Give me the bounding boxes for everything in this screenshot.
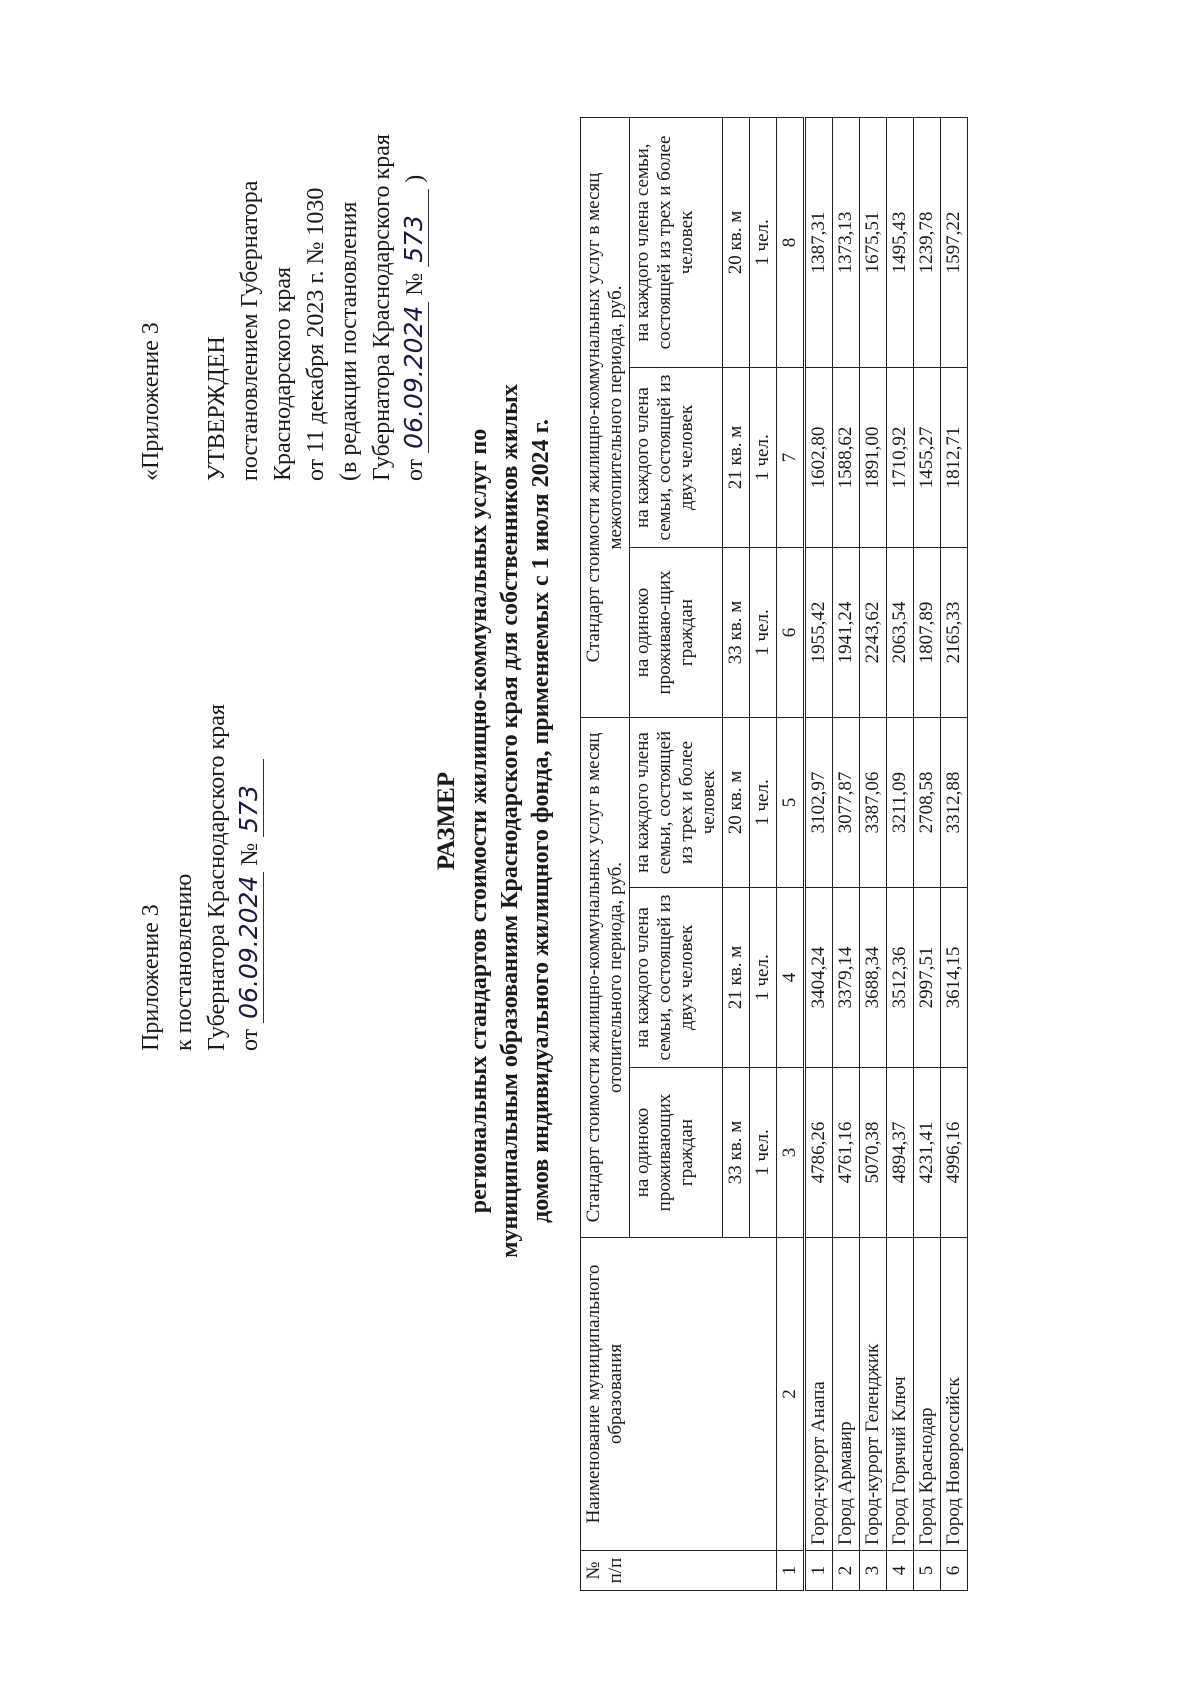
title-line: региональных стандартов стоимости жилищно-коммунальных услуг по — [466, 428, 492, 1214]
column-number-row — [777, 117, 805, 1590]
row-number: 3 — [860, 1551, 887, 1591]
date-prefix: от — [402, 458, 428, 481]
value-cell: 1710,92 — [887, 368, 914, 548]
persons-cell: 1 чел. — [750, 368, 777, 548]
column-number: 8 — [777, 117, 805, 367]
header-three-nonheating: на каждого члена семьи, состоящей из трех и более человек — [630, 117, 723, 367]
value-cell: 1588,62 — [833, 368, 860, 548]
column-number: 5 — [777, 718, 805, 888]
value-cell: 2243,62 — [860, 548, 887, 718]
value-cell: 3211,09 — [887, 718, 914, 888]
date-prefix: от — [237, 1028, 263, 1051]
row-number: 2 — [833, 1551, 860, 1591]
handwritten-number: 573 — [400, 189, 429, 267]
handwritten-date: 06.09.2024 — [400, 302, 429, 453]
value-cell: 1955,42 — [805, 548, 833, 718]
municipality-name: Город Армавир — [833, 1238, 860, 1551]
value-cell: 3387,06 — [860, 718, 887, 888]
row-number: 6 — [941, 1551, 968, 1591]
value-cell: 3512,36 — [887, 888, 914, 1068]
header-municipality: Наименование муниципального образования — [581, 1238, 777, 1551]
value-cell: 2063,54 — [887, 548, 914, 718]
header-single-nonheating: на одиноко проживаю-щих граждан — [630, 548, 723, 718]
spacer — [168, 134, 201, 481]
value-cell: 3312,88 — [941, 718, 968, 888]
persons-cell: 1 чел. — [750, 888, 777, 1068]
persons-cell: 1 чел. — [750, 1068, 777, 1238]
area-cell: 21 кв. м — [723, 888, 750, 1068]
approval-line: от 11 декабря 2023 г. № 1030 — [303, 187, 329, 481]
table-row — [887, 117, 914, 1590]
value-cell: 3688,34 — [860, 888, 887, 1068]
title-line: муниципальным образованиям Краснодарского края для собственников жилых — [497, 384, 523, 1258]
header-nonheating-period: Стандарт стоимости жилищно-коммунальных услуг в месяц межотопительного периода, руб. — [581, 117, 630, 717]
row-number: 1 — [805, 1551, 833, 1591]
column-number: 2 — [777, 1238, 805, 1551]
value-cell: 1812,71 — [941, 368, 968, 548]
value-cell: 3077,87 — [833, 718, 860, 888]
value-cell: 3404,24 — [805, 888, 833, 1068]
column-number: 3 — [777, 1068, 805, 1238]
approval-line: постановлением Губернатора — [237, 180, 263, 481]
value-cell: 1387,31 — [805, 117, 833, 367]
title-line: домов индивидуального жилищного фонда, применяемых с 1 июля 2024 г. — [528, 419, 554, 1223]
persons-cell: 1 чел. — [750, 548, 777, 718]
value-cell: 3614,15 — [941, 888, 968, 1068]
value-cell: 4996,16 — [941, 1068, 968, 1238]
header-two-heating: на каждого члена семьи, состоящей из двух человек — [630, 888, 723, 1068]
column-number: 6 — [777, 548, 805, 718]
value-cell: 2997,51 — [914, 888, 941, 1068]
column-number: 4 — [777, 888, 805, 1068]
table-row — [941, 117, 968, 1590]
value-cell: 4231,41 — [914, 1068, 941, 1238]
title-heading: РАЗМЕР — [433, 771, 460, 871]
row-number: 5 — [914, 1551, 941, 1591]
number-sign: № — [402, 272, 428, 296]
value-cell: 4786,26 — [805, 1068, 833, 1238]
header-single-heating: на одиноко проживающих граждан — [630, 1068, 723, 1238]
municipality-name: Город Новороссийск — [941, 1238, 968, 1551]
document-title — [430, 371, 557, 1271]
value-cell: 1597,22 — [941, 117, 968, 367]
header-three-heating: на каждого члена семьи, состоящей из трех и более человек — [630, 718, 723, 888]
value-cell: 1455,27 — [914, 368, 941, 548]
value-cell: 1891,00 — [860, 368, 887, 548]
value-cell: 1495,43 — [887, 117, 914, 367]
value-cell: 1239,78 — [914, 117, 941, 367]
table-row — [914, 117, 941, 1590]
value-cell: 4761,16 — [833, 1068, 860, 1238]
value-cell: 2708,58 — [914, 718, 941, 888]
approval-line: Краснодарского края — [270, 266, 296, 481]
approval-line: (в редакции постановления — [336, 201, 362, 481]
area-cell: 33 кв. м — [723, 548, 750, 718]
approved-label: УТВЕРЖДЕН — [204, 336, 230, 481]
value-cell: 2165,33 — [941, 548, 968, 718]
value-cell: 1373,13 — [833, 117, 860, 367]
persons-cell: 1 чел. — [750, 117, 777, 367]
municipality-name: Город Краснодар — [914, 1238, 941, 1551]
governor-reference: Губернатора Краснодарского края — [204, 704, 230, 1051]
approval-line: Губернатора Краснодарского края — [369, 134, 395, 481]
value-cell: 4894,37 — [887, 1068, 914, 1238]
appendix-label: Приложение 3 — [138, 904, 164, 1051]
table-row — [860, 117, 887, 1590]
header-row-number: № п/п — [581, 1551, 777, 1591]
standards-table — [580, 118, 968, 1591]
decree-reference: к постановлению — [171, 873, 197, 1051]
area-cell: 20 кв. м — [723, 718, 750, 888]
value-cell: 1602,80 — [805, 368, 833, 548]
column-number: 7 — [777, 368, 805, 548]
value-cell: 1675,51 — [860, 117, 887, 367]
area-cell: 33 кв. м — [723, 1068, 750, 1238]
header-heating-period: Стандарт стоимости жилищно-коммунальных услуг в месяц отопительного периода, руб. — [581, 718, 630, 1238]
date-number-line — [234, 704, 267, 1051]
value-cell: 3379,14 — [833, 888, 860, 1068]
persons-cell: 1 чел. — [750, 718, 777, 888]
number-sign: № — [237, 842, 263, 866]
date-number-line — [399, 134, 432, 481]
value-cell: 3102,97 — [805, 718, 833, 888]
header-two-nonheating: на каждого члена семьи, состоящей из двух человек — [630, 368, 723, 548]
value-cell: 5070,38 — [860, 1068, 887, 1238]
appendix-label: «Приложение 3 — [138, 322, 164, 481]
municipality-name: Город-курорт Геленджик — [860, 1238, 887, 1551]
area-cell: 21 кв. м — [723, 368, 750, 548]
column-number: 1 — [777, 1551, 805, 1591]
municipality-name: Город Горячий Ключ — [887, 1238, 914, 1551]
value-cell: 1807,89 — [914, 548, 941, 718]
appendix-header-left — [135, 704, 267, 1051]
table-row — [805, 117, 833, 1590]
row-number: 4 — [887, 1551, 914, 1591]
approval-header-right — [135, 134, 432, 481]
municipality-name: Город-курорт Анапа — [805, 1238, 833, 1551]
handwritten-date: 06.09.2024 — [235, 872, 264, 1023]
value-cell: 1941,24 — [833, 548, 860, 718]
handwritten-number: 573 — [235, 759, 264, 837]
closing-paren: ) — [402, 174, 428, 183]
table-row — [833, 117, 860, 1590]
area-cell: 20 кв. м — [723, 117, 750, 367]
